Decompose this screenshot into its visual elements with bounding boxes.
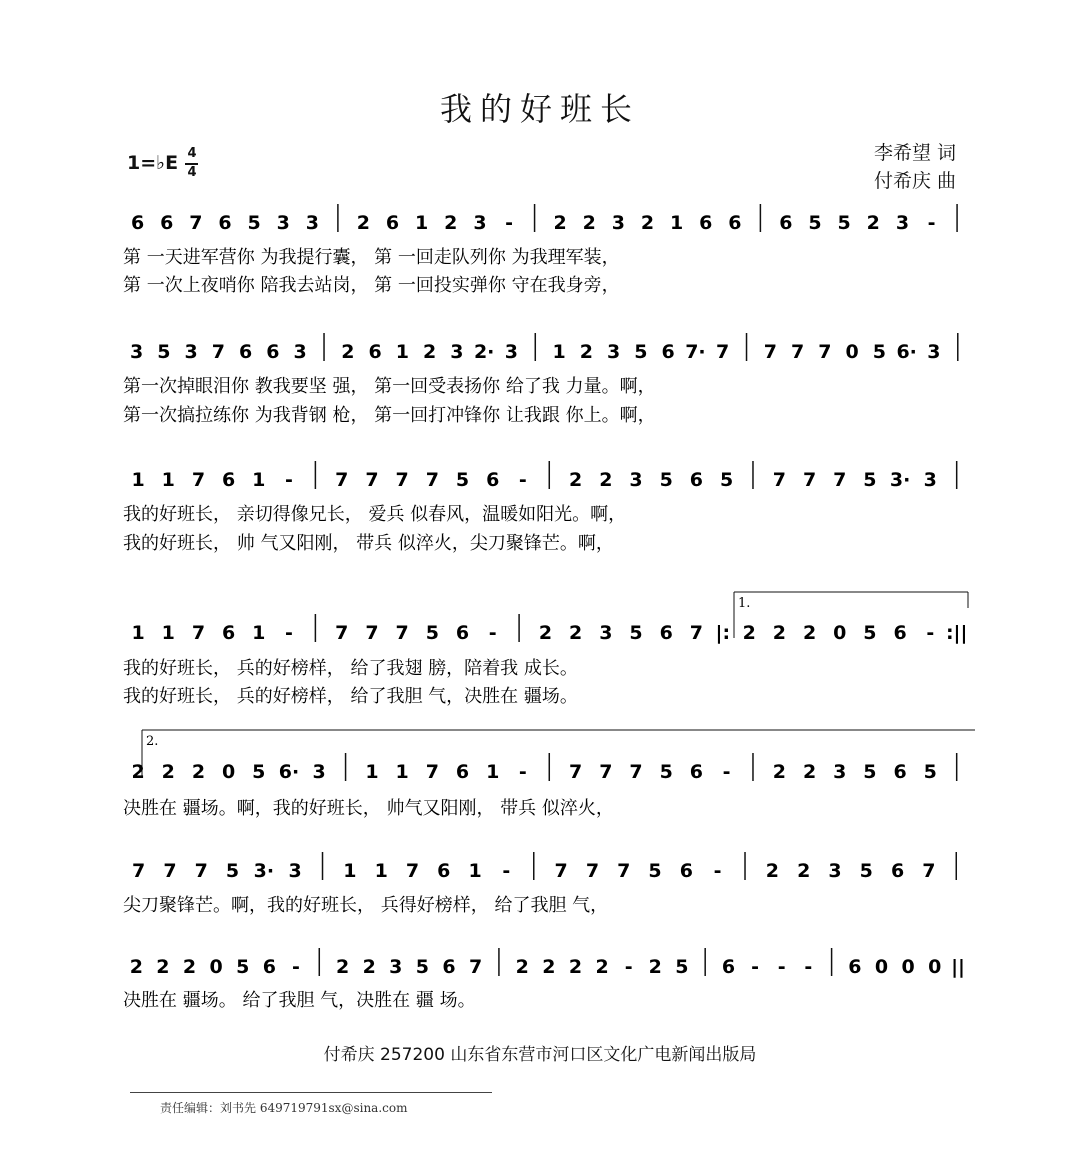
note: 2 xyxy=(131,761,145,783)
note: 3 xyxy=(927,341,941,363)
note: 2 xyxy=(191,761,206,783)
note: 2 xyxy=(797,860,811,882)
note: 5 xyxy=(629,622,643,644)
note: 7 xyxy=(365,469,379,491)
note: 5 xyxy=(675,956,689,978)
note: 2 xyxy=(802,622,817,644)
note: - xyxy=(751,956,760,978)
note: || xyxy=(951,956,965,978)
note: - xyxy=(292,956,300,978)
volta-second-label: 2. xyxy=(146,734,159,749)
note: 7 xyxy=(617,860,631,882)
note: - xyxy=(722,761,731,783)
note: 1 xyxy=(161,622,175,644)
note: 6 xyxy=(262,956,276,978)
score-systems xyxy=(123,204,967,1011)
note: 6 xyxy=(721,956,736,978)
note: 1 xyxy=(131,622,145,644)
composer-credit: 付希庆 曲 xyxy=(874,170,957,192)
note: 7 xyxy=(469,956,483,978)
note: 7 xyxy=(335,622,349,644)
note: 0 xyxy=(222,761,236,783)
note: 2 xyxy=(640,212,655,234)
note: 6 xyxy=(266,341,280,363)
note: 7 xyxy=(569,761,583,783)
note: 6 xyxy=(890,860,905,882)
note: 2 xyxy=(772,761,787,783)
note: 7 xyxy=(395,469,409,491)
note: 2 xyxy=(765,860,780,882)
note: 2 xyxy=(161,761,175,783)
note: 5 xyxy=(923,761,937,783)
note: 3 xyxy=(389,956,403,978)
editor-credit: 责任编辑：刘书先 649719791sx@sina.com xyxy=(160,1101,408,1115)
note: 2 xyxy=(568,956,583,978)
note: 1 xyxy=(365,761,379,783)
note: 0 xyxy=(874,956,889,978)
note: 7 xyxy=(163,860,177,882)
note: 5 xyxy=(157,341,171,363)
note: 2 xyxy=(156,956,170,978)
note: 7 xyxy=(791,341,805,363)
volta-brackets xyxy=(142,592,975,778)
note: 5 xyxy=(859,860,873,882)
note: 6 xyxy=(848,956,862,978)
note: 3 xyxy=(607,341,621,363)
note: - xyxy=(804,956,813,978)
note: 6 xyxy=(222,469,236,491)
note: 1 xyxy=(131,469,145,491)
note: 1 xyxy=(343,860,357,882)
note: 2 xyxy=(341,341,355,363)
note: 6 xyxy=(659,622,673,644)
note: - xyxy=(285,622,293,644)
note: 6 xyxy=(486,469,500,491)
song-title: 我的好班长 xyxy=(439,90,640,128)
note: 6 xyxy=(218,212,232,234)
note: 1 xyxy=(415,212,429,234)
note: 5 xyxy=(837,212,851,234)
note: 7 xyxy=(629,761,643,783)
note: 6 xyxy=(779,212,793,234)
note: 3 xyxy=(629,469,643,491)
lyric-line: 第 一次上夜哨你 陪我去站岗， 第 一回投实弹你 守在我身旁， xyxy=(123,275,620,296)
note: 7 xyxy=(132,860,146,882)
note: 6 xyxy=(385,212,400,234)
note: 0 xyxy=(901,956,915,978)
note: - xyxy=(285,469,293,491)
note: 6 xyxy=(679,860,693,882)
note: 6 xyxy=(160,212,174,234)
note: 1 xyxy=(252,469,266,491)
note: 2· xyxy=(473,341,495,363)
note: 1 xyxy=(486,761,500,783)
note: 1 xyxy=(252,622,266,644)
note: 1 xyxy=(670,212,684,234)
note: 7 xyxy=(194,860,208,882)
note: 3 xyxy=(312,761,326,783)
note: 7 xyxy=(772,469,787,491)
note: 2 xyxy=(802,761,817,783)
lyric-line: 第 一天进军营你 为我提行囊， 第 一回走队列你 为我理军装， xyxy=(123,247,620,268)
note: 7 xyxy=(425,469,439,491)
note: 3 xyxy=(276,212,290,234)
note: 3 xyxy=(828,860,842,882)
note: 6 xyxy=(893,622,907,644)
note: :|| xyxy=(945,622,968,644)
note: 5 xyxy=(225,860,240,882)
note: - xyxy=(926,622,935,644)
lyric-line: 决胜在 疆场。啊，我的好班长， 帅气又阳刚， 带兵 似淬火， xyxy=(123,798,614,819)
time-signature-top: 4 xyxy=(187,146,197,161)
note: 2 xyxy=(582,212,596,234)
note: 2 xyxy=(444,212,458,234)
note: 5 xyxy=(252,761,266,783)
note: 1 xyxy=(395,341,410,363)
note: 3 xyxy=(611,212,625,234)
note: 7 xyxy=(599,761,613,783)
note: 6 xyxy=(368,341,382,363)
note: 6 xyxy=(689,469,704,491)
note: 1 xyxy=(552,341,566,363)
note: - xyxy=(927,212,936,234)
note: 3 xyxy=(895,212,910,234)
note: 0 xyxy=(833,622,847,644)
note: 7 xyxy=(191,469,206,491)
note: 2 xyxy=(362,956,376,978)
note: - xyxy=(518,761,527,783)
note: 7 xyxy=(425,761,439,783)
lyric-line: 我的好班长， 帅 气又阳刚， 带兵 似淬火，尖刀聚锋芒。啊， xyxy=(123,533,614,554)
lyric-line: 尖刀聚锋芒。啊，我的好班长， 兵得好榜样， 给了我胆 气， xyxy=(123,895,609,916)
note: 3 xyxy=(450,341,464,363)
note: 2 xyxy=(569,469,583,491)
lyricist-credit: 李希望 词 xyxy=(874,142,957,164)
note: 5 xyxy=(659,761,673,783)
note: 5 xyxy=(659,469,673,491)
note: 5 xyxy=(455,469,470,491)
note: 6 xyxy=(728,212,742,234)
note: - xyxy=(777,956,786,978)
lyric-line: 第一次搞拉练你 为我背钢 枪， 第一回打冲锋你 让我跟 你上。啊， xyxy=(123,405,656,426)
footer-divider xyxy=(130,1092,492,1093)
time-signature-bottom: 4 xyxy=(187,165,197,180)
note: 3 xyxy=(923,469,937,491)
key-signature: 1=♭E xyxy=(127,152,179,174)
note: 5 xyxy=(425,622,439,644)
note: 7 xyxy=(585,860,600,882)
note: 5 xyxy=(236,956,250,978)
note: 2 xyxy=(356,212,371,234)
note: 5 xyxy=(872,341,887,363)
lyric-line: 第一次掉眼泪你 教我要坚 强， 第一回受表扬你 给了我 力量。啊， xyxy=(123,376,656,397)
note: - xyxy=(713,860,722,882)
note: 7 xyxy=(689,622,704,644)
note: 2 xyxy=(648,956,662,978)
note: 7 xyxy=(818,341,832,363)
note: 3· xyxy=(889,469,911,491)
note: 7 xyxy=(335,469,349,491)
note: 5 xyxy=(247,212,261,234)
note: 1 xyxy=(374,860,388,882)
note: - xyxy=(502,860,511,882)
note: 6 xyxy=(437,860,451,882)
note: 6· xyxy=(896,341,917,363)
note: 2 xyxy=(599,469,613,491)
note: 2 xyxy=(515,956,529,978)
note: 1 xyxy=(395,761,409,783)
note: 7 xyxy=(395,622,409,644)
note: 6 xyxy=(442,956,456,978)
note: 0 xyxy=(845,341,859,363)
note: 0 xyxy=(209,956,223,978)
note: 3 xyxy=(599,622,613,644)
note: 2 xyxy=(423,341,437,363)
lyric-line: 我的好班长， 亲切得像兄长， 爱兵 似春风，温暖如阳光。啊， xyxy=(123,504,627,525)
note: 1 xyxy=(161,469,175,491)
note: 7 xyxy=(365,622,379,644)
note: 3 xyxy=(473,212,487,234)
note: 7 xyxy=(833,469,847,491)
note: 7 xyxy=(922,860,936,882)
note: 2 xyxy=(866,212,880,234)
note: 6 xyxy=(893,761,907,783)
note: 7 xyxy=(191,622,206,644)
note: 5 xyxy=(863,761,877,783)
note: 6 xyxy=(455,622,470,644)
volta-first-label: 1. xyxy=(738,596,751,611)
note: 2 xyxy=(335,956,350,978)
note: 7 xyxy=(802,469,817,491)
note: 7 xyxy=(716,341,730,363)
note: 6 xyxy=(661,341,675,363)
note: - xyxy=(488,622,497,644)
note: 2 xyxy=(542,956,556,978)
footer-contact: 付希庆 257200 山东省东营市河口区文化广电新闻出版局 xyxy=(323,1045,757,1065)
note: 6 xyxy=(130,212,145,234)
note: 5 xyxy=(863,622,877,644)
note: 5 xyxy=(863,469,877,491)
note: 7 xyxy=(211,341,226,363)
note: - xyxy=(518,469,527,491)
note: - xyxy=(624,956,633,978)
note: 3· xyxy=(253,860,275,882)
note: 5 xyxy=(808,212,822,234)
note: 1 xyxy=(468,860,482,882)
note: 5 xyxy=(415,956,430,978)
note: 6 xyxy=(222,622,236,644)
note: 5 xyxy=(719,469,734,491)
note: 5 xyxy=(634,341,648,363)
note: 7 xyxy=(554,860,568,882)
note: 3 xyxy=(305,212,320,234)
note: 6 xyxy=(239,341,253,363)
note: 3 xyxy=(833,761,847,783)
note: - xyxy=(505,212,514,234)
note: 3 xyxy=(184,341,198,363)
lyric-line: 决胜在 疆场。 给了我胆 气，决胜在 疆 场。 xyxy=(123,990,476,1011)
note: 7· xyxy=(685,341,706,363)
note: 5 xyxy=(648,860,662,882)
note: 2 xyxy=(579,341,594,363)
note: 2 xyxy=(538,622,553,644)
note: 2 xyxy=(553,212,567,234)
note: |: xyxy=(715,622,731,644)
note: 6 xyxy=(699,212,713,234)
note: 7 xyxy=(405,860,420,882)
note: 2 xyxy=(742,622,756,644)
note: 0 xyxy=(928,956,942,978)
note: 2 xyxy=(595,956,609,978)
note: 2 xyxy=(182,956,197,978)
note: 2 xyxy=(129,956,143,978)
lyric-line: 我的好班长， 兵的好榜样， 给了我翅 膀，陪着我 成长。 xyxy=(123,658,578,679)
note: 3 xyxy=(288,860,302,882)
note: 7 xyxy=(763,341,777,363)
note: 6· xyxy=(278,761,300,783)
note: 7 xyxy=(189,212,203,234)
note: 3 xyxy=(293,341,307,363)
note: 3 xyxy=(504,341,519,363)
note: 2 xyxy=(569,622,583,644)
note: 6 xyxy=(689,761,704,783)
note: 2 xyxy=(772,622,787,644)
note: 6 xyxy=(455,761,470,783)
note: 3 xyxy=(130,341,144,363)
lyric-line: 我的好班长， 兵的好榜样， 给了我胆 气，决胜在 疆场。 xyxy=(123,686,578,707)
